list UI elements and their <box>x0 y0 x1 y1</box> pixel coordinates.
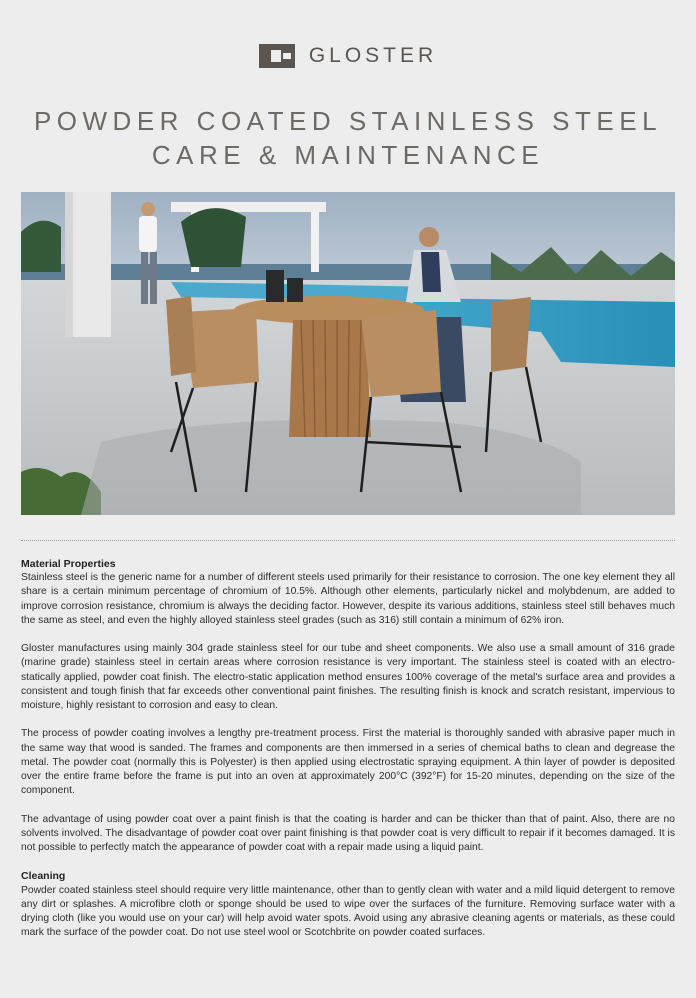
brand-name: GLOSTER <box>308 44 438 67</box>
paragraph: Powder coated stainless steel should require very little maintenance, other than to gently clean with water and a mild liquid detergent to remove any dirt or splashes. A microfibre cloth or sponge should be used to wipe over the surfaces of the furniture. Removing surface water with a drying cloth (like you would use on your car) will help avoid water spots. Avoid using any abrasive cleaning agents or materials, as these could mark the surface of the powder coat. Do not use steel wool or Scotchbrite on powder coated surfaces. <box>21 884 675 939</box>
page-title-line-2: CARE & MAINTENANCE <box>151 140 545 170</box>
paragraph: The process of powder coating involves a lengthy pre-treatment process. First the material is thoroughly sanded with abrasive paper much in the same way that wood is sanded. The frames and components are then immersed in a series of chemical baths to clean and degrease the metal. The powder coat (normally this is Polyester) is then applied using electrostatic spraying equipment. A thin layer of powder is deposited over the entire frame before the frame is put into an oven at approximately 200°C (392°F) for 15-20 minutes, depending on the size of the component. <box>21 728 675 797</box>
brand-logo <box>0 44 696 68</box>
page-title-line-1: POWDER COATED STAINLESS STEEL <box>33 106 663 136</box>
section-heading-material-properties: Material Properties <box>21 558 116 570</box>
article-body <box>21 557 675 940</box>
hero-photo <box>21 192 675 515</box>
section-divider <box>21 540 675 541</box>
page-title <box>0 104 696 172</box>
section-heading-cleaning: Cleaning <box>21 870 66 883</box>
paragraph: The advantage of using powder coat over a paint finish is that the coating is harder and can be thicker than that of paint. Also, there are no solvents involved. The disadvantage of powder coat over paint finishing is that powder coat is very difficult to repair if it becomes damaged. It is not possible to perfectly match the appearance of powder coat with a repair made using a liquid paint. <box>21 813 675 854</box>
paragraph: Stainless steel is the generic name for a number of different steels used primarily for their resistance to corrosion. The one key element they all share is a certain minimum percentage of chromium of 10.5%. Although other elements, particularly nickel and molybdenum, are added to improve corrosion resistance, chromium is always the deciding factor. However, despite its various additions, stainless steel still behaves much the same as steel, and even the highly alloyed stainless steel grades (such as 316) still contain a minimum of 62% iron. <box>21 572 675 626</box>
paragraph: Gloster manufactures using mainly 304 grade stainless steel for our tube and sheet components. We also use a small amount of 316 grade (marine grade) stainless steel in certain areas where corrosion resistance is very important. The stainless steel is coated with an electro-statically applied, powder coat finish. The electro-static application method ensures 100% coverage of the metal's surface area and provides a consistent and tough finish that far exceeds other conventional paint finishes. The resulting finish is knock and scratch resistant, impervious to moisture, highly resistant to corrosion and easy to clean. <box>21 643 675 712</box>
gloster-logo-icon <box>259 44 295 68</box>
